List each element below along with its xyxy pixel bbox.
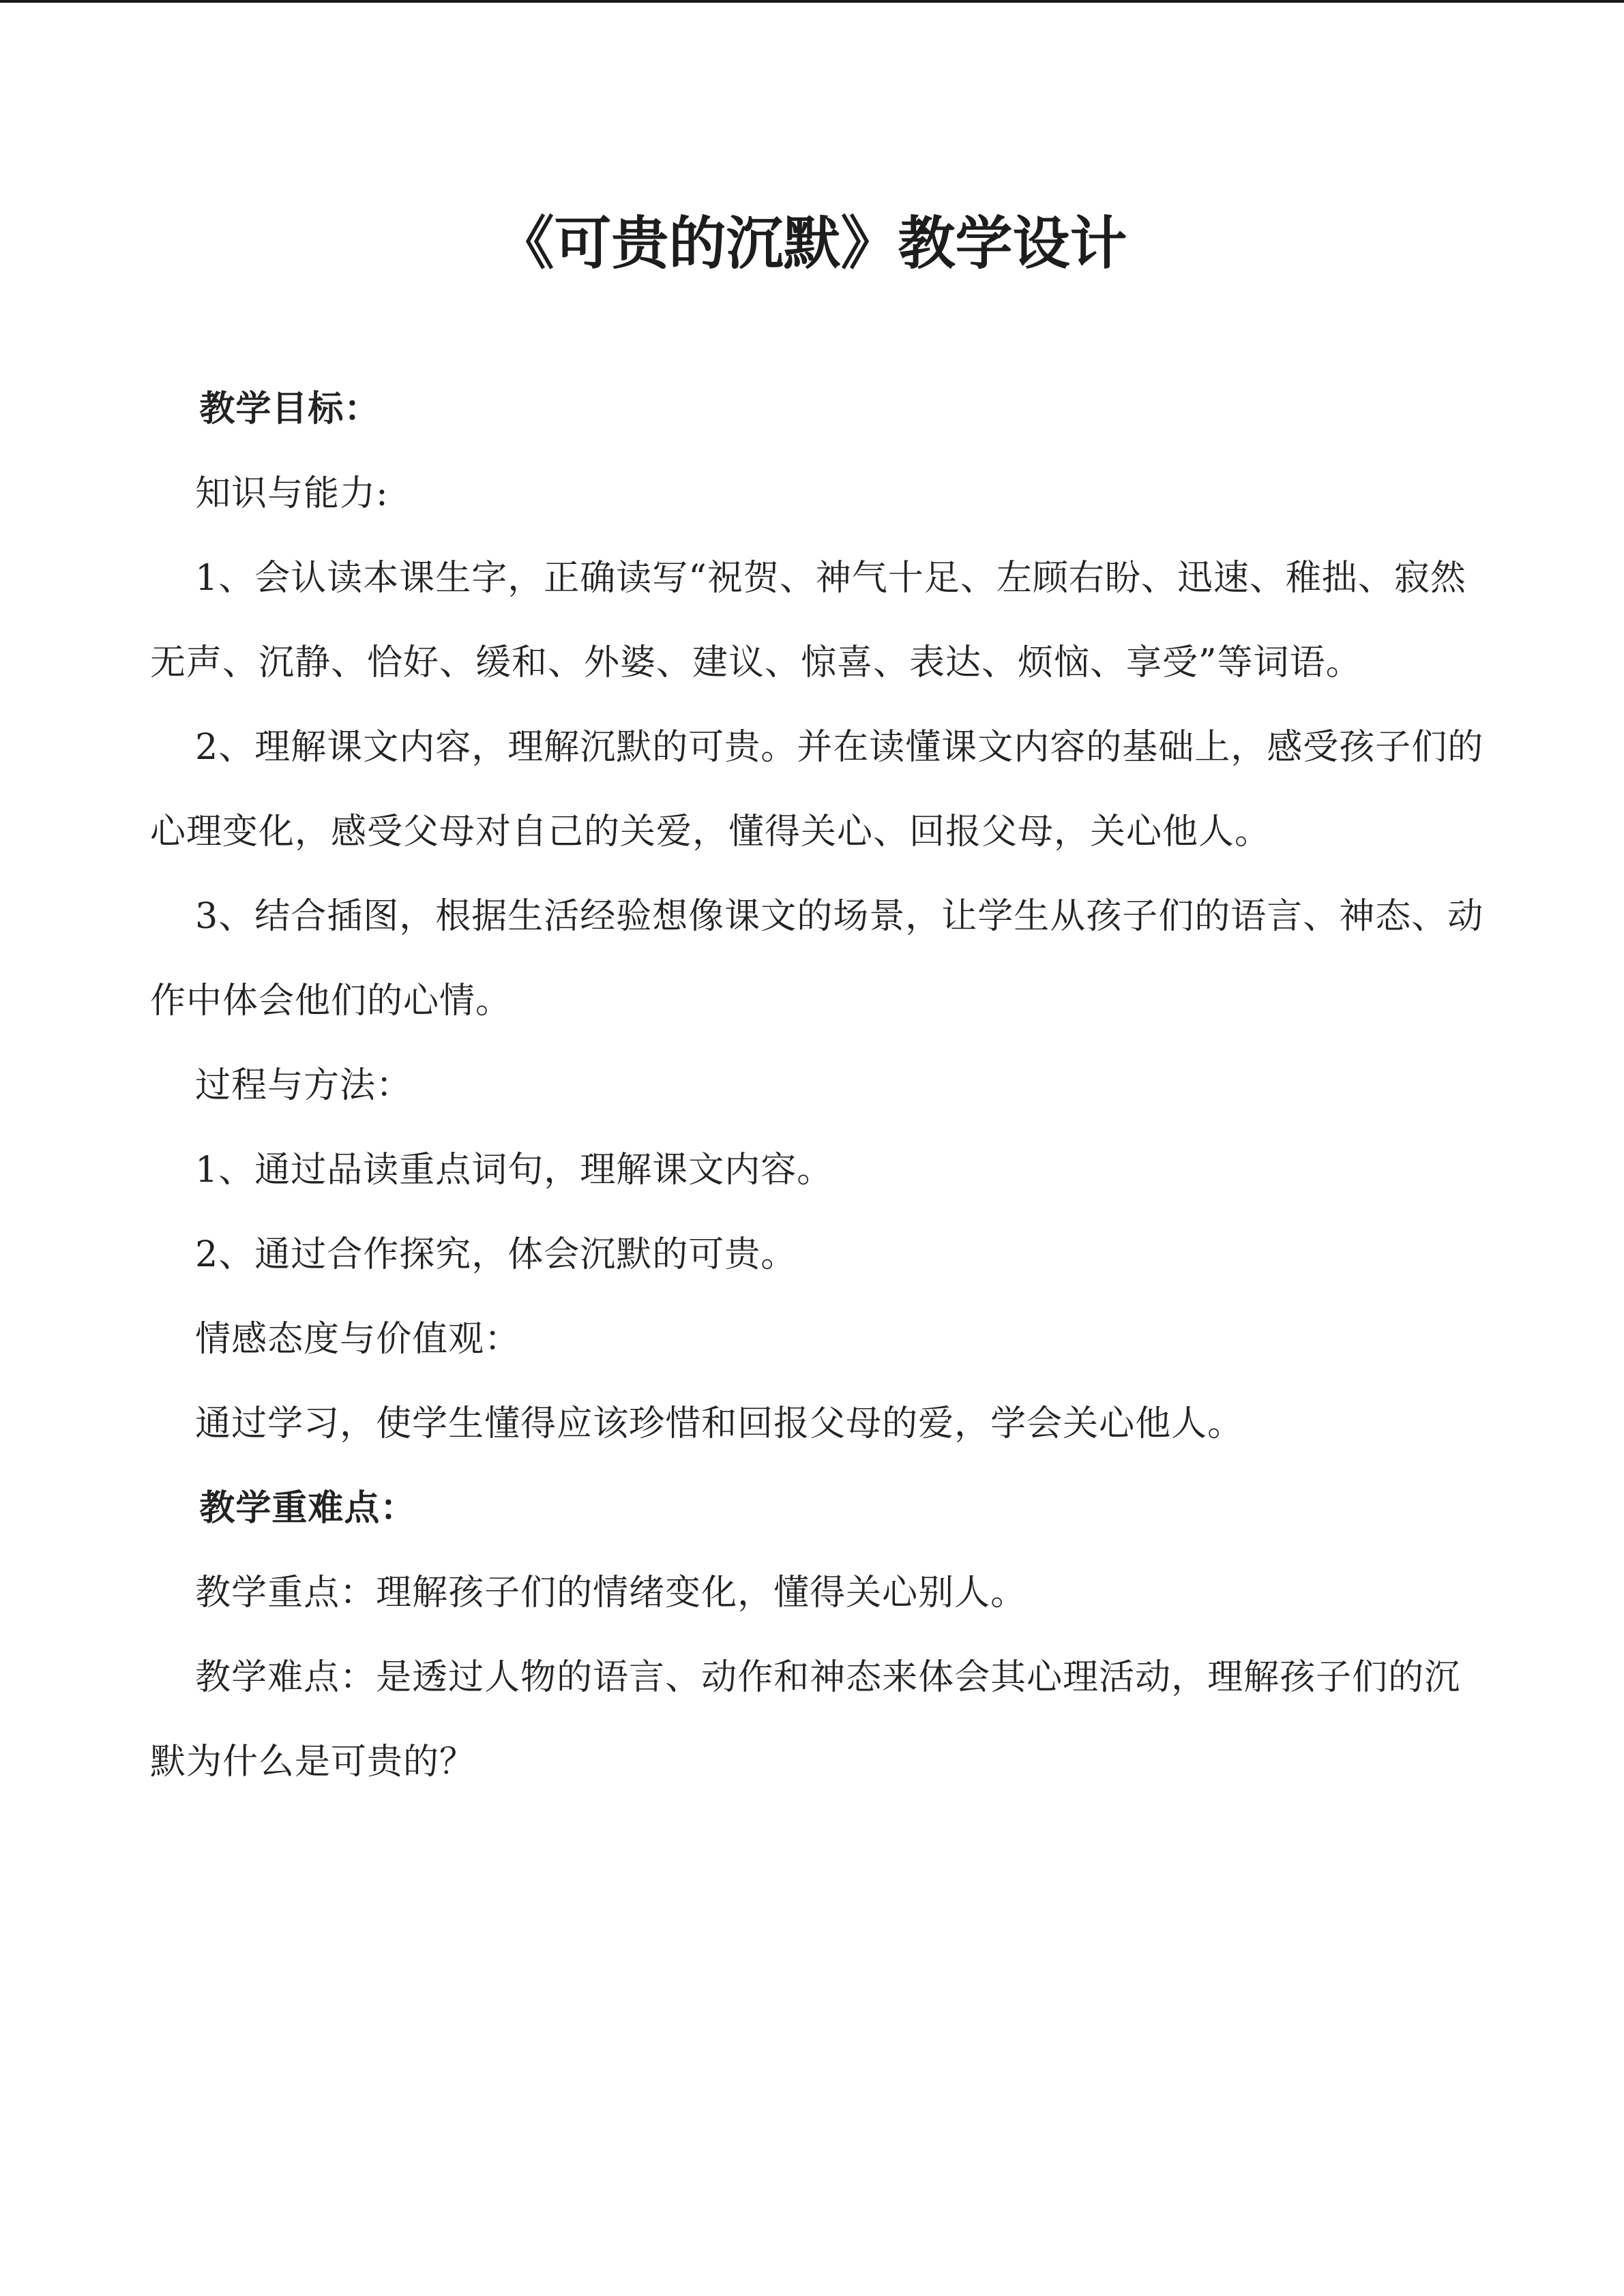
objective-item-3: 3、结合插图，根据生活经验想像课文的场景，让学生从孩子们的语言、神态、动作中体会他们的心情。	[150, 896, 1484, 1022]
subheading-knowledge-ability: 知识与能力:	[195, 473, 389, 514]
key-point-text: 教学重点：理解孩子们的情绪变化，懂得关心别人。	[195, 1572, 1027, 1613]
heading-key-difficult-points: 教学重难点：	[199, 1487, 417, 1529]
method-item-2: 2、通过合作探究，体会沉默的可贵。	[195, 1234, 797, 1275]
objective-item-2: 2、理解课文内容，理解沉默的可贵。并在读懂课文内容的基础上，感受孩子们的心理变化，感受父母对自己的关爱，懂得关心、回报父母，关心他人。	[150, 727, 1484, 852]
subheading-process-method: 过程与方法：	[195, 1065, 413, 1106]
subheading-emotion-values: 情感态度与价值观：	[195, 1319, 521, 1360]
objective-item-1: 1、会认读本课生字，正确读写“祝贺、神气十足、左顾右盼、迅速、稚拙、寂然无声、沉静、恰好、缓和、外婆、建议、惊喜、表达、烦恼、享受”等词语。	[150, 558, 1466, 683]
heading-teaching-objectives: 教学目标：	[199, 388, 381, 430]
method-item-1: 1、通过品读重点词句，理解课文内容。	[195, 1150, 833, 1191]
document-body	[150, 367, 1487, 1804]
values-text: 通过学习，使学生懂得应该珍惜和回报父母的爱，学会关心他人。	[195, 1403, 1244, 1444]
difficult-point-text: 教学难点：是透过人物的语言、动作和神态来体会其心理活动，理解孩子们的沉默为什么是可贵的？	[150, 1657, 1461, 1783]
document-title: 《可贵的沉默》教学设计	[497, 209, 1127, 277]
